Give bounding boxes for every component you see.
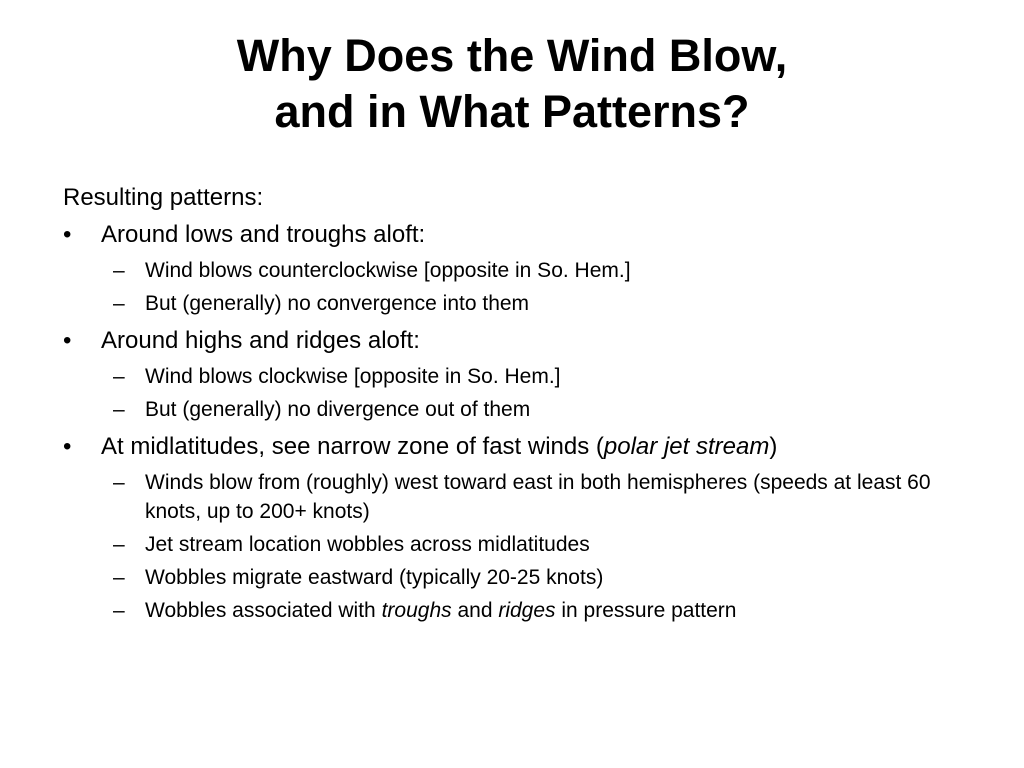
bullet-text-italic: polar jet stream xyxy=(603,433,770,460)
sub-bullet xyxy=(63,289,963,318)
bullet-icon: • xyxy=(63,433,72,460)
title-line-1: Why Does the Wind Blow, xyxy=(236,30,788,81)
sub-bullet-part-1: Wobbles associated with xyxy=(145,599,382,622)
sub-bullet xyxy=(63,468,963,526)
sub-bullet-text: Wobbles migrate eastward (typically 20-25 knots) xyxy=(145,566,604,589)
bullet-icon: • xyxy=(63,327,72,354)
title-line-2: and in What Patterns? xyxy=(274,86,750,137)
bullet-text-after: ) xyxy=(769,433,778,460)
bullet-jet-stream xyxy=(63,430,963,464)
bullet-highs-ridges xyxy=(63,324,963,358)
sub-bullet xyxy=(63,563,963,592)
dash-icon: – xyxy=(113,599,125,622)
dash-icon: – xyxy=(113,365,125,388)
dash-icon: – xyxy=(113,566,125,589)
bullet-text-before: At midlatitudes, see narrow zone of fast winds ( xyxy=(101,433,604,460)
sub-bullet xyxy=(63,362,963,391)
dash-icon: – xyxy=(113,292,125,315)
sub-bullet-part-2: and xyxy=(451,599,499,622)
sub-bullet-italic-troughs: troughs xyxy=(381,599,452,622)
dash-icon: – xyxy=(113,259,125,282)
sub-bullet xyxy=(63,596,963,625)
sub-bullet xyxy=(63,256,963,285)
sub-bullet-italic-ridges: ridges xyxy=(498,599,556,622)
sub-bullet-text: Winds blow from (roughly) west toward east in both hemispheres (speeds at least 60 knots, up to 200+ knots) xyxy=(145,471,931,523)
sub-bullet-part-3: in pressure pattern xyxy=(555,599,737,622)
sub-bullet-text: Wind blows counterclockwise [opposite in So. Hem.] xyxy=(145,259,631,282)
intro-text: Resulting patterns: xyxy=(63,184,264,211)
bullet-text: Around highs and ridges aloft: xyxy=(101,327,420,354)
sub-bullet-text: But (generally) no divergence out of them xyxy=(145,398,531,421)
bullet-icon: • xyxy=(63,221,72,248)
sub-bullet-text: Wind blows clockwise [opposite in So. Hem.] xyxy=(145,365,561,388)
sub-bullet-text: Jet stream location wobbles across midlatitudes xyxy=(145,533,590,556)
sub-bullet xyxy=(63,530,963,559)
dash-icon: – xyxy=(113,471,125,494)
slide-body xyxy=(63,180,963,625)
dash-icon: – xyxy=(113,398,125,421)
sub-bullet-text: But (generally) no convergence into them xyxy=(145,292,530,315)
bullet-text: Around lows and troughs aloft: xyxy=(101,221,426,248)
dash-icon: – xyxy=(113,533,125,556)
bullet-lows-troughs xyxy=(63,218,963,252)
slide-title xyxy=(0,28,1024,140)
sub-bullet xyxy=(63,395,963,424)
